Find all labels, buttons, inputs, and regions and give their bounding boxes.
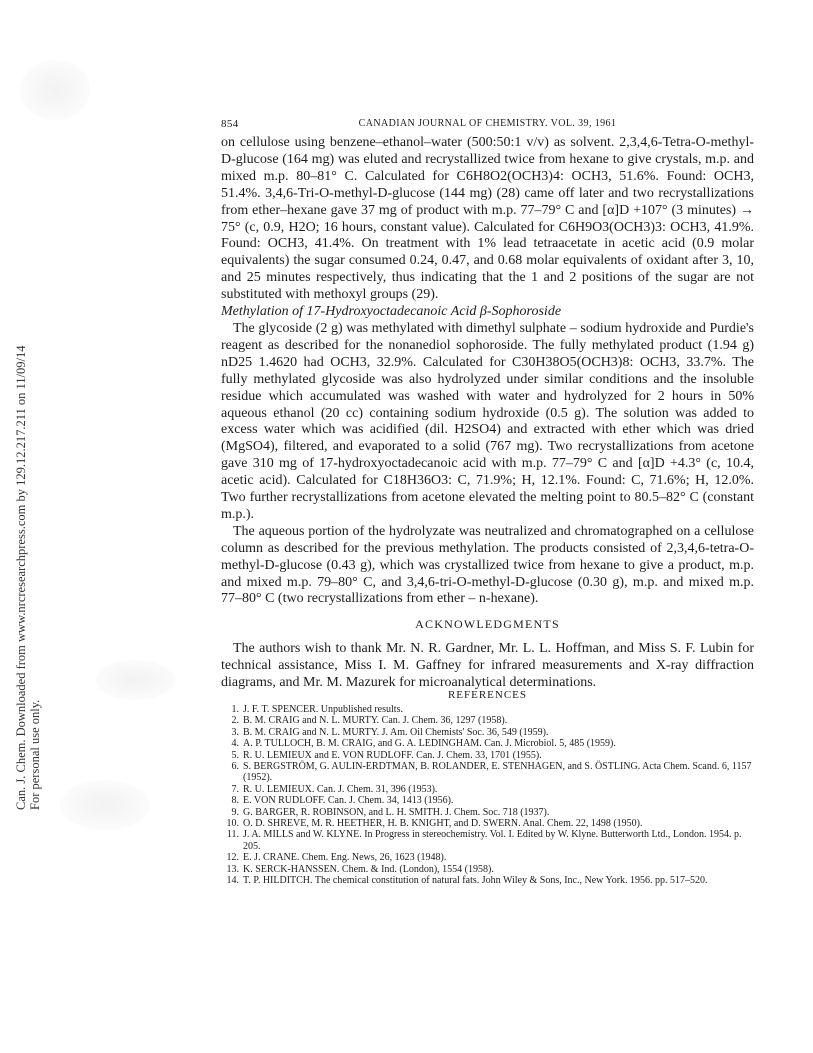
reference-text: J. A. MILLS and W. KLYNE. In Progress in stereochemistry. Vol. I. Edited by W. Klyne. Butterworth Ltd., London. 1954. p. 205. (243, 829, 742, 852)
reference-number: 11. (226, 829, 239, 841)
reference-text: E. J. CRANE. Chem. Eng. News, 26, 1623 (1948). (243, 852, 447, 864)
reference-text: K. SERCK-HANSSEN. Chem. & Ind. (London), 1554 (1958). (243, 863, 494, 875)
reference-number: 3. (231, 726, 239, 738)
scan-smudge (20, 60, 90, 120)
reference-item (221, 715, 754, 726)
acknowledgments-heading: ACKNOWLEDGMENTS (415, 617, 560, 632)
reference-number: 9. (231, 806, 239, 818)
reference-text: J. F. T. SPENCER. Unpublished results. (243, 704, 403, 715)
reference-text: G. BARGER, R. ROBINSON, and L. H. SMITH. J. Chem. Soc. 718 (1937). (243, 806, 550, 818)
reference-item (221, 852, 754, 863)
references-list (221, 704, 754, 887)
reference-text: O. D. SHREVE, M. R. HEETHER, H. B. KNIGHT, and D. SWERN. Anal. Chem. 22, 1498 (1950). (243, 818, 643, 830)
reference-item (221, 738, 754, 749)
reference-text: B. M. CRAIG and N. L. MURTY. J. Am. Oil Chemists' Soc. 36, 549 (1959). (243, 726, 549, 738)
reference-item (221, 875, 754, 886)
paragraph-methylation: The glycoside (2 g) was methylated with dimethyl sulphate – sodium hydroxide and Purdie's reagent as described for the nonanediol sophoroside. The fully methylated product (1.94 g) nD25 1.4620 had OCH3, 32.9%. Calculated for C30H38O5(OCH3)8: OCH3, 33.7%. The fully methylated glycoside was also hydrolyzed under similar conditions and the insoluble residue which accumulated was washed with water and hydrolyzed for 2 hours in 50% aqueous ethanol (20 cc) containing sodium hydroxide (0.5 g). The solution was added to excess water which was acidified (dil. H2SO4) and extracted with ether which was dried (MgSO4), filtered, and evaporated to a solid (767 mg). Two recrystallizations from acetone gave 310 mg of 17-hydroxyoctadecanoic acid with m.p. 77–79° C and [α]D +4.3° (c, 10.4, acetic acid). Calculated for C18H36O3: C, 71.9%; H, 12.1%. Found: C, 71.6%; H, 12.0%. Two further recrystallizations from acetone elevated the melting point to 80.5–82° C (constant m.p.). (221, 320, 754, 522)
reference-item (221, 829, 754, 852)
reference-item (221, 727, 754, 738)
reference-number: 12. (226, 852, 239, 864)
reference-number: 13. (226, 863, 239, 875)
download-watermark-line2: For personal use only. (28, 699, 42, 810)
reference-item (221, 750, 754, 761)
paragraph-hydrolyzate: The aqueous portion of the hydrolyzate was neutralized and chromatographed on a cellulose column as described for the previous methylation. The products consisted of 2,3,4,6-tetra-O-methyl-D-glucose (0.43 g), which was crystallized twice from hexane to give a product, m.p. and mixed m.p. 79–80° C, and 3,4,6-tri-O-methyl-D-glucose (0.30 g), m.p. and mixed m.p. 77–80° C (two recrystallizations from ether – n-hexane). (221, 523, 754, 607)
main-text (221, 135, 754, 692)
reference-number: 1. (231, 704, 239, 715)
download-watermark (14, 346, 42, 811)
reference-number: 4. (231, 738, 239, 750)
reference-text: T. P. HILDITCH. The chemical constitution of natural fats. John Wiley & Sons, Inc., New York. 1956. pp. 517–520. (243, 875, 708, 887)
reference-item (221, 818, 754, 829)
reference-item (221, 795, 754, 806)
reference-text: A. P. TULLOCH, B. M. CRAIG, and G. A. LEDINGHAM. Can. J. Microbiol. 5, 485 (1959). (243, 738, 616, 750)
journal-title: CANADIAN JOURNAL OF CHEMISTRY. VOL. 39, 1961 (358, 118, 617, 129)
reference-number: 8. (231, 795, 239, 807)
reference-item (221, 761, 754, 784)
reference-item (221, 784, 754, 795)
reference-number: 5. (231, 749, 239, 761)
reference-number: 2. (231, 715, 239, 727)
page-number: 854 (221, 118, 239, 130)
acknowledgments-text: The authors wish to thank Mr. N. R. Gardner, Mr. L. L. Hoffman, and Miss S. F. Lubin for technical assistance, Miss I. M. Gaffney for infrared measurements and X-ray diffraction diagrams, and Mr. M. Mazurek for microanalytical determinations. (221, 641, 754, 691)
reference-number: 14. (226, 875, 239, 887)
paragraph-continued: on cellulose using benzene–ethanol–water (500:50:1 v/v) as solvent. 2,3,4,6-Tetra-O-methyl-D-glucose (164 mg) was eluted and recrystallized twice from hexane to give crystals, m.p. and mixed m.p. 80–81° C. Calculated for C6H8O2(OCH3)4: OCH3, 51.6%. Found: OCH3, 51.4%. 3,4,6-Tri-O-methyl-D-glucose (144 mg) (28) came off later and two recrystallizations from ether–hexane gave 37 mg of product with m.p. 77–79° C and [α]D +107° (3 minutes) → 75° (c, 0.9, H2O; 16 hours, constant value). Calculated for C6H9O3(OCH3)3: OCH3, 41.9%. Found: OCH3, 41.4%. On treatment with 1% lead tetraacetate in acetic acid (0.9 molar equivalents) the sugar consumed 0.24, 0.47, and 0.68 molar equivalents of oxidant after 3, 10, and 25 minutes respectively, thus indicating that the 1 and 2 positions of the sugar are not substituted with methoxyl groups (29). (221, 135, 754, 303)
reference-text: B. M. CRAIG and N. L. MURTY. Can. J. Chem. 36, 1297 (1958). (243, 715, 508, 727)
section-subheading: Methylation of 17-Hydroxyoctadecanoic Acid β-Sophoroside (221, 304, 562, 320)
reference-number: 7. (231, 783, 239, 795)
reference-item (221, 704, 754, 715)
reference-number: 6. (231, 761, 239, 773)
reference-text: R. U. LEMIEUX. Can. J. Chem. 31, 396 (1953). (243, 783, 438, 795)
reference-text: S. BERGSTRÖM, G. AULIN-ERDTMAN, B. ROLANDER, E. STENHAGEN, and S. ÖSTLING. Acta Chem. Scand. 6, 1157 (1952). (243, 761, 752, 784)
reference-item (221, 807, 754, 818)
reference-text: E. VON RUDLOFF. Can. J. Chem. 34, 1413 (1956). (243, 795, 454, 807)
scan-smudge (95, 660, 175, 700)
scan-smudge (60, 780, 150, 830)
reference-text: R. U. LEMIEUX and E. VON RUDLOFF. Can. J. Chem. 33, 1701 (1955). (243, 749, 542, 761)
reference-item (221, 864, 754, 875)
reference-number: 10. (226, 818, 239, 830)
references-heading: REFERENCES (447, 689, 528, 701)
download-watermark-line1: Can. J. Chem. Downloaded from www.nrcresearchpress.com by 129.12.217.211 on 11/09/14 (14, 345, 28, 810)
